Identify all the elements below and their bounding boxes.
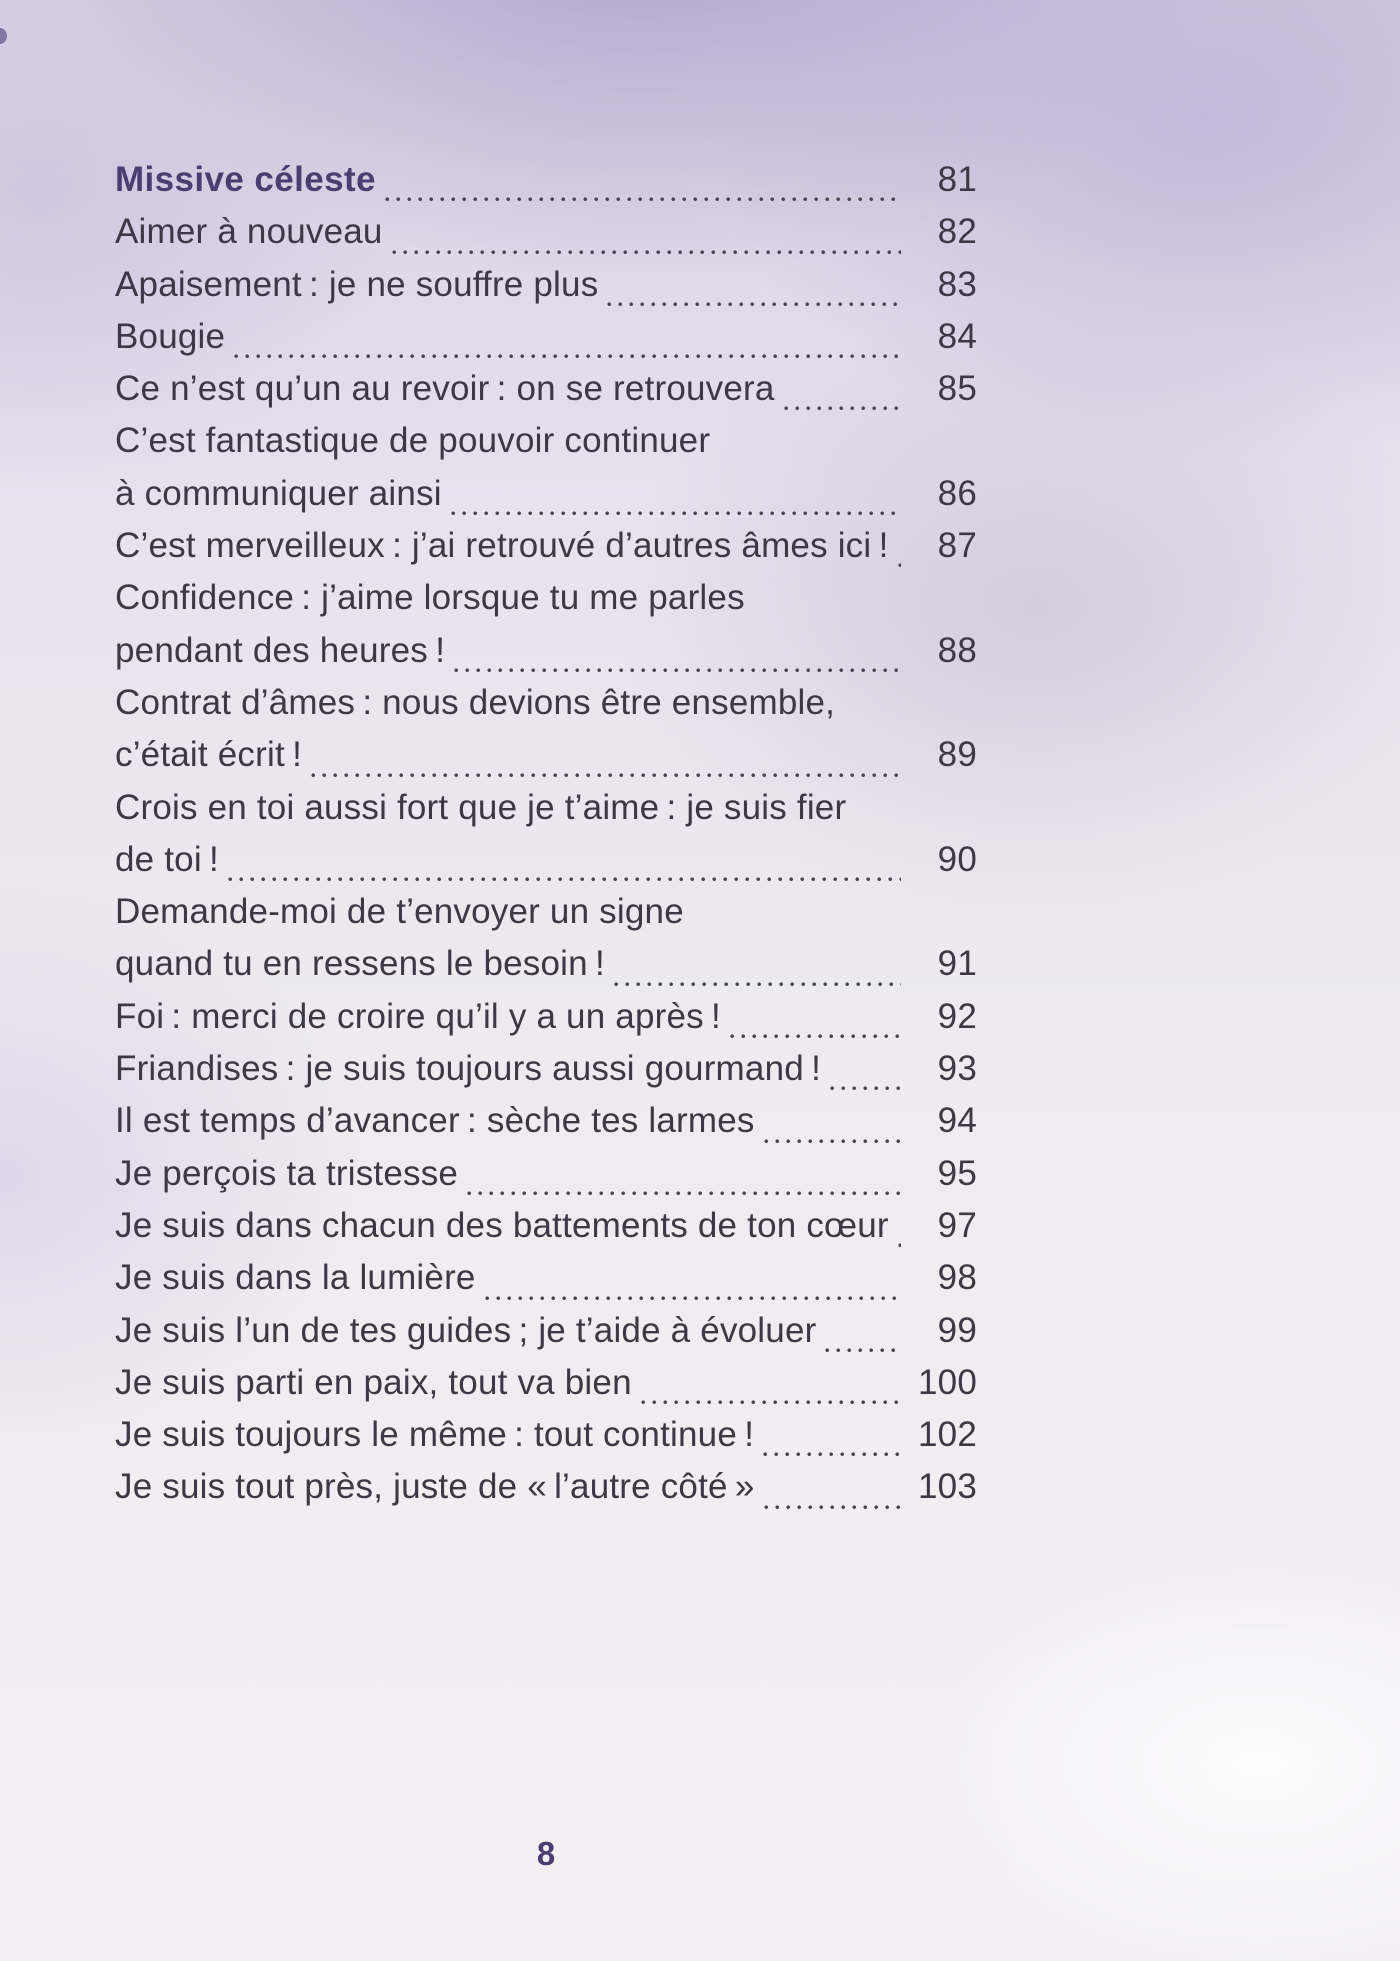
toc-entry-title: quand tu en ressens le besoin ! <box>115 944 605 984</box>
toc-entry-title: Je perçois ta tristesse <box>115 1153 459 1193</box>
toc-entry-line <box>115 1101 977 1153</box>
toc-entry-line <box>115 683 977 735</box>
toc-entry <box>115 892 977 997</box>
toc-entry-page-number: 95 <box>937 1153 977 1193</box>
dotted-leader <box>898 563 902 568</box>
toc-entry-title: à communiquer ainsi <box>115 473 442 513</box>
dotted-leader <box>385 197 901 202</box>
toc-entry-page-number: 86 <box>937 473 977 513</box>
toc-entry-title: Je suis dans chacun des battements de ton cœur <box>115 1205 889 1245</box>
toc-entry-line <box>115 1049 977 1101</box>
toc-entry-title: Aimer à nouveau <box>115 212 383 252</box>
dotted-leader <box>614 982 901 987</box>
toc-entry-title: Je suis toujours le même : tout continue ! <box>115 1415 755 1455</box>
toc-entry-title: Friandises : je suis toujours aussi gourmand ! <box>115 1049 822 1089</box>
toc-entry-title: Apaisement : je ne souffre plus <box>115 264 599 304</box>
toc-entry-title: Confidence : j’aime lorsque tu me parles <box>115 578 745 618</box>
toc-entry-page-number: 91 <box>937 944 977 984</box>
toc-entry <box>115 997 977 1049</box>
toc-entry-title: Crois en toi aussi fort que je t’aime : je suis fier <box>115 787 847 827</box>
toc-entry <box>115 265 977 317</box>
toc-entry <box>115 160 977 212</box>
toc-entry-title: C’est fantastique de pouvoir continuer <box>115 421 711 461</box>
toc-entry-page-number: 100 <box>918 1362 977 1402</box>
dotted-leader <box>784 406 901 411</box>
dotted-leader <box>764 1505 901 1510</box>
dotted-leader <box>228 877 901 882</box>
toc-entry-page-number: 98 <box>937 1258 977 1298</box>
toc-entry <box>115 526 977 578</box>
toc-entry-title: Il est temps d’avancer : sèche tes larmes <box>115 1101 755 1141</box>
dotted-leader <box>392 250 901 255</box>
toc-entry-line <box>115 840 977 892</box>
toc-entry-title: C’est merveilleux : j’ai retrouvé d’autres âmes ici ! <box>115 526 889 566</box>
toc-entry <box>115 317 977 369</box>
toc-entry-title: Je suis dans la lumière <box>115 1258 476 1298</box>
toc-entry-page-number: 90 <box>937 839 977 879</box>
toc-entry-title: Foi : merci de croire qu’il y a un après ! <box>115 996 721 1036</box>
dotted-leader <box>763 1452 901 1457</box>
toc-entry-line <box>115 1206 977 1258</box>
toc-entry-title: Contrat d’âmes : nous devions être ensemble, <box>115 682 836 722</box>
toc-list <box>115 160 977 1520</box>
toc-entry-title: Demande-moi de t’envoyer un signe <box>115 892 684 932</box>
toc-entry-line <box>115 160 977 212</box>
toc-entry <box>115 369 977 421</box>
dotted-leader <box>454 668 901 673</box>
toc-entry <box>115 1311 977 1363</box>
toc-entry <box>115 1101 977 1153</box>
toc-entry-line <box>115 474 977 526</box>
toc-entry-page-number: 93 <box>937 1049 977 1089</box>
toc-entry <box>115 1154 977 1206</box>
toc-entry-line <box>115 1154 977 1206</box>
toc-entry-line <box>115 735 977 787</box>
dotted-leader <box>485 1296 901 1301</box>
toc-entry-line <box>115 421 977 473</box>
page-number: 8 <box>536 1835 556 1872</box>
toc-entry-title: de toi ! <box>115 839 219 879</box>
toc-entry-line <box>115 788 977 840</box>
toc-entry-line <box>115 526 977 578</box>
toc-entry-page-number: 82 <box>937 212 977 252</box>
toc-entry-line <box>115 317 977 369</box>
toc-entry-line <box>115 631 977 683</box>
dotted-leader <box>825 1348 901 1353</box>
toc-entry-line <box>115 997 977 1049</box>
toc-entry <box>115 578 977 683</box>
dotted-leader <box>730 1034 901 1039</box>
toc-entry-title: Je suis tout près, juste de « l’autre côté » <box>115 1467 755 1507</box>
toc-entry-page-number: 102 <box>918 1415 977 1455</box>
toc-entry-line <box>115 369 977 421</box>
dotted-leader <box>898 1243 901 1248</box>
toc-entry-line <box>115 1311 977 1363</box>
dotted-leader <box>764 1139 901 1144</box>
toc-entry <box>115 1467 977 1519</box>
dotted-leader <box>467 1191 901 1196</box>
dotted-leader <box>830 1086 901 1091</box>
toc-entry-page-number: 84 <box>937 316 977 356</box>
toc-entry-page-number: 99 <box>937 1310 977 1350</box>
toc-entry <box>115 1258 977 1310</box>
toc-entry-line <box>115 265 977 317</box>
dotted-leader <box>607 302 901 307</box>
toc-entry <box>115 788 977 893</box>
toc-entry-page-number: 83 <box>937 264 977 304</box>
dotted-leader <box>311 773 901 778</box>
toc-entry-title: Je suis parti en paix, tout va bien <box>115 1362 632 1402</box>
dotted-leader <box>234 354 901 359</box>
toc-entry-page-number: 81 <box>937 160 977 199</box>
toc-entry-line <box>115 578 977 630</box>
toc-entry-line <box>115 1363 977 1415</box>
toc-entry-line <box>115 212 977 264</box>
toc-entry <box>115 1049 977 1101</box>
toc-entry-page-number: 87 <box>937 526 977 566</box>
toc-entry-title: Bougie <box>115 316 226 356</box>
toc-entry-title: Je suis l’un de tes guides ; je t’aide à évoluer <box>115 1310 817 1350</box>
toc-entry-title: Ce n’est qu’un au revoir : on se retrouvera <box>115 369 775 409</box>
toc-entry <box>115 1415 977 1467</box>
dotted-leader <box>641 1400 901 1405</box>
toc-entry <box>115 212 977 264</box>
toc-entry <box>115 683 977 788</box>
toc-entry-page-number: 97 <box>937 1205 977 1245</box>
toc-entry-page-number: 89 <box>937 735 977 775</box>
toc-entry-title: Missive céleste <box>115 160 376 199</box>
toc-entry-page-number: 85 <box>937 369 977 409</box>
toc-entry-line <box>115 1415 977 1467</box>
toc-entry-line <box>115 1258 977 1310</box>
toc-entry-page-number: 103 <box>918 1467 977 1507</box>
toc-entry <box>115 421 977 526</box>
toc-entry-line <box>115 1467 977 1519</box>
toc-entry-page-number: 92 <box>937 996 977 1036</box>
dotted-leader <box>451 511 901 516</box>
toc-entry-line <box>115 892 977 944</box>
toc-entry-title: pendant des heures ! <box>115 630 446 670</box>
toc-entry-line <box>115 944 977 996</box>
toc-entry <box>115 1363 977 1415</box>
toc-entry <box>115 1206 977 1258</box>
toc-entry-page-number: 88 <box>937 630 977 670</box>
toc-entry-page-number: 94 <box>937 1101 977 1141</box>
page-footer <box>115 1835 977 1873</box>
table-of-contents-page <box>115 160 977 1520</box>
toc-entry-title: c’était écrit ! <box>115 735 303 775</box>
